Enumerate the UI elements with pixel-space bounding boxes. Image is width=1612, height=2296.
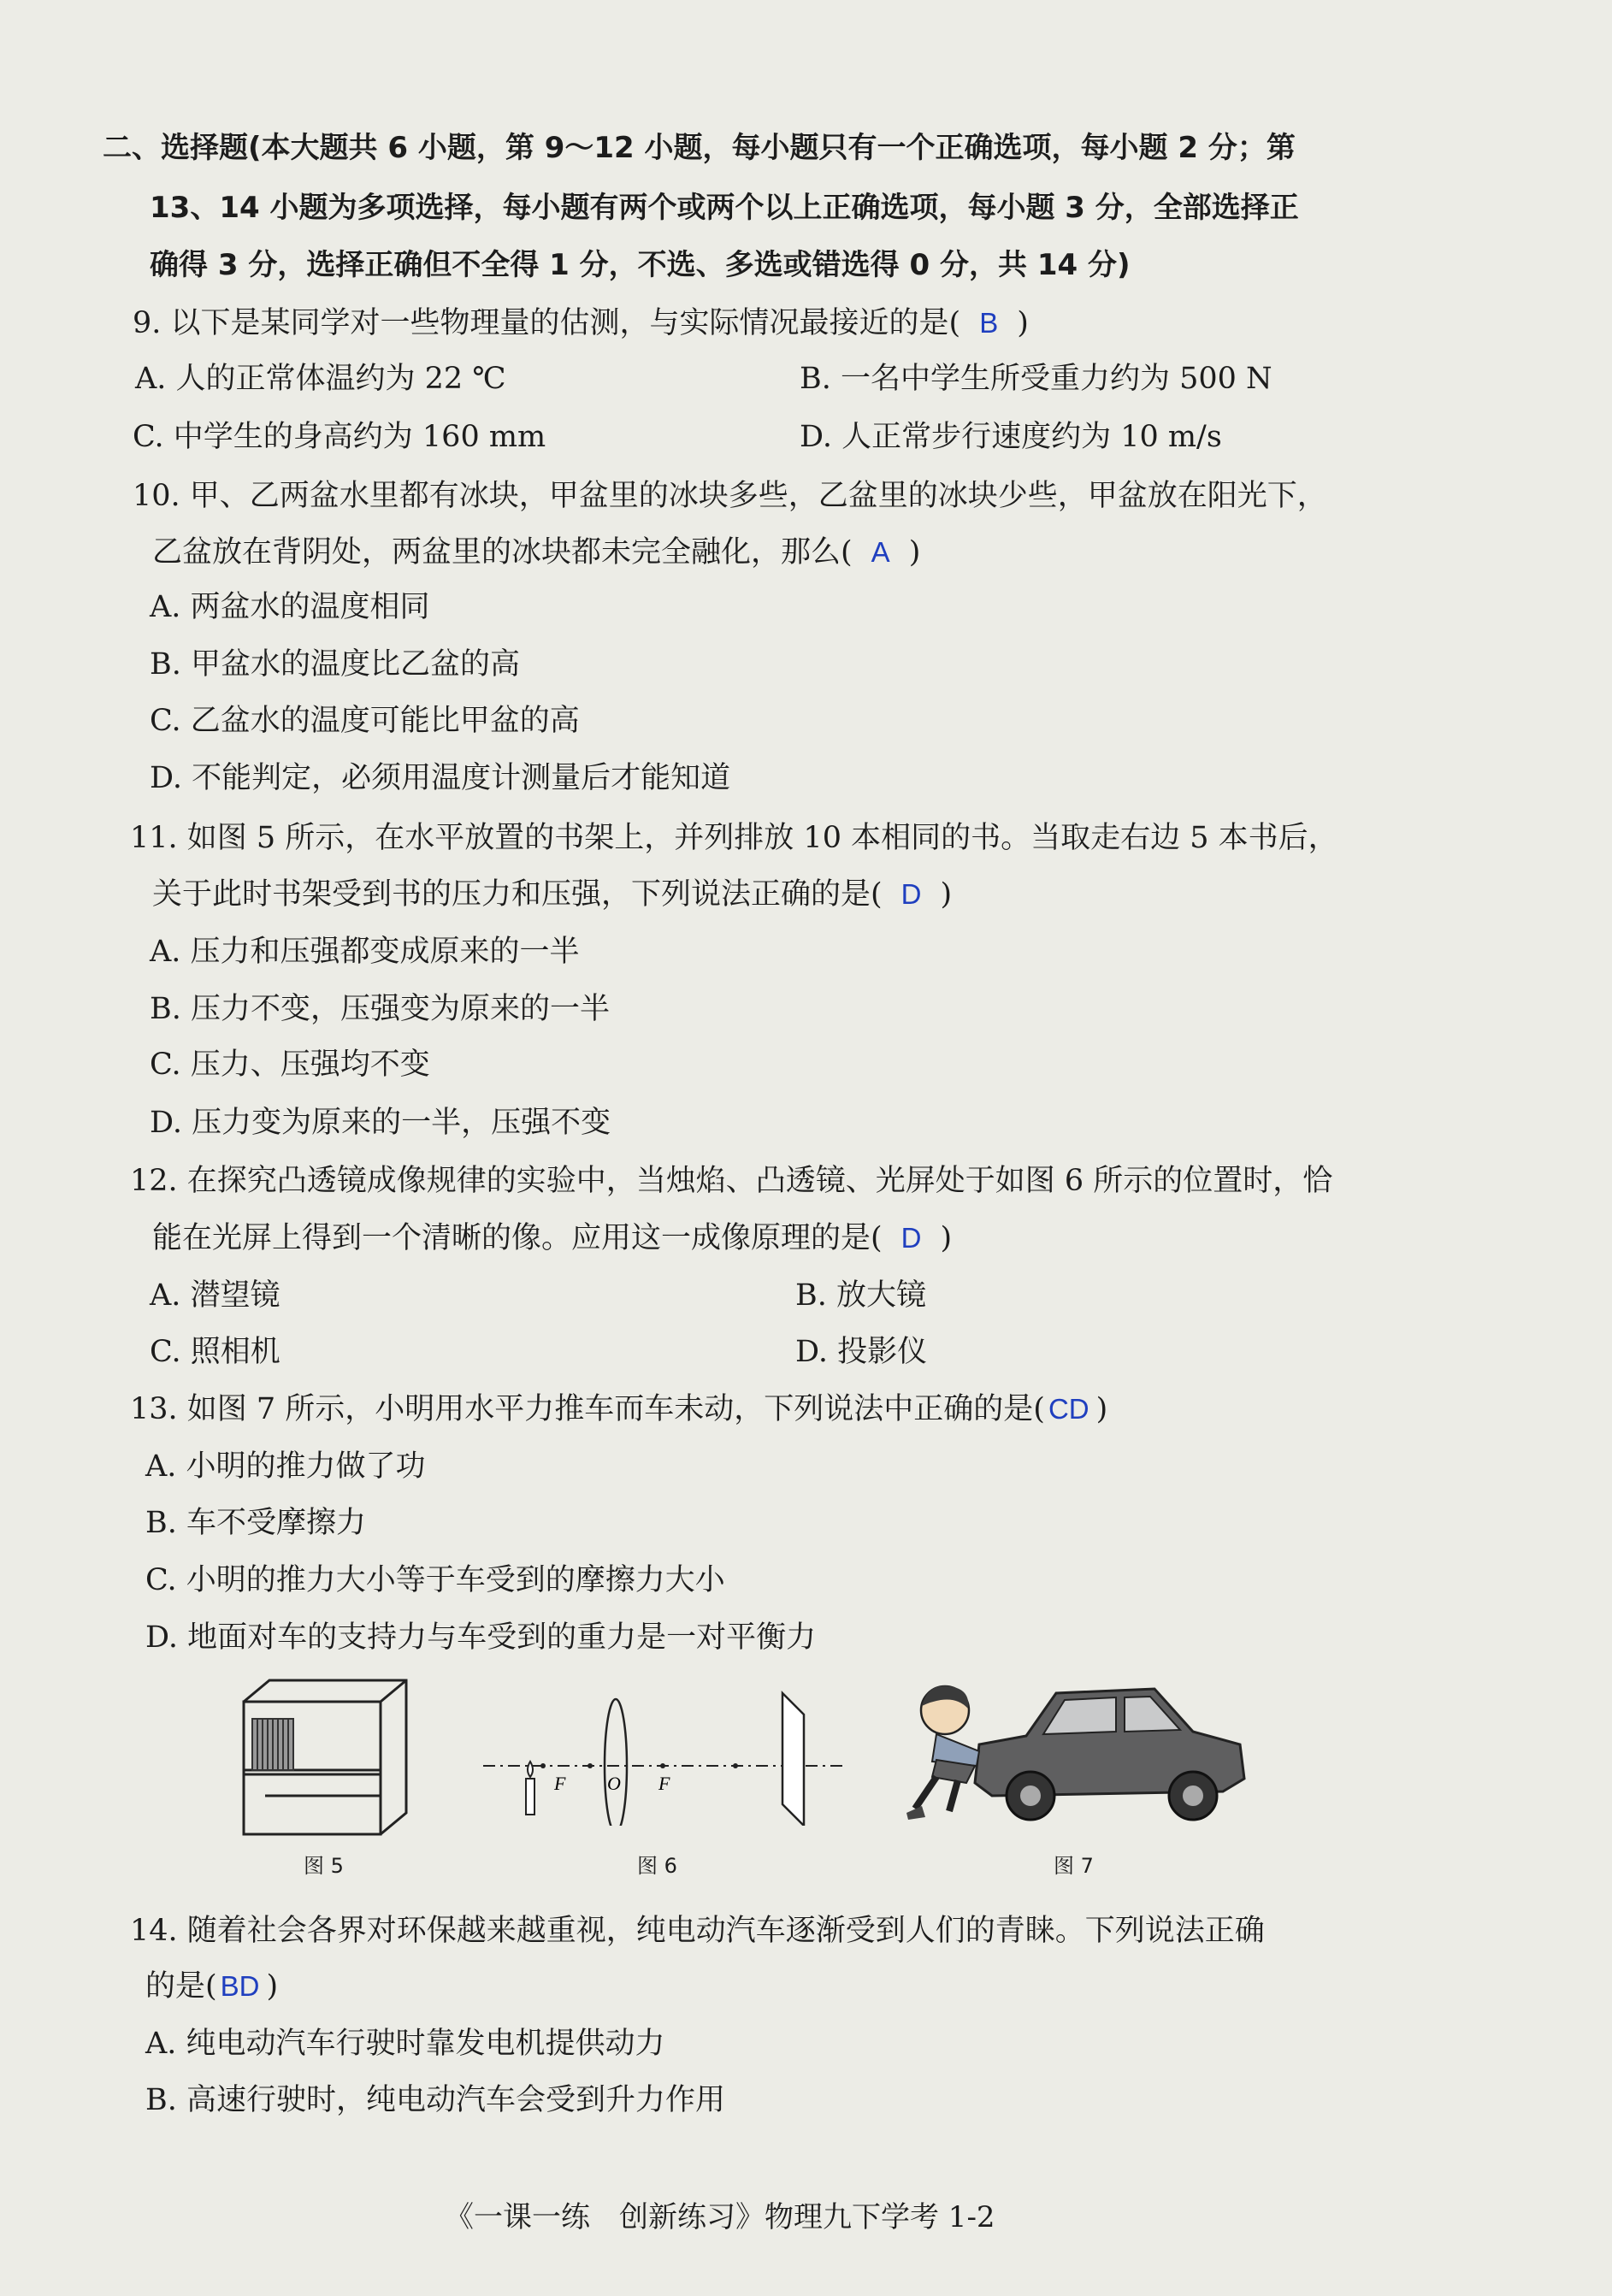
q11-option-d: D. 压力变为原来的一半，压强不变	[150, 1106, 611, 1140]
section-heading-line-3: 确得 3 分，选择正确但不全得 1 分，不选、多选或错选得 0 分，共 14 分)	[150, 248, 1131, 282]
q10-option-a: A. 两盆水的温度相同	[150, 590, 430, 624]
q11-stem-line-1: 11. 如图 5 所示，在水平放置的书架上，并列排放 10 本相同的书。当取走右边 5 本书后，	[130, 821, 1338, 855]
convex-lens	[605, 1699, 627, 1826]
optical-center-label: O	[607, 1773, 621, 1794]
q13-stem: 13. 如图 7 所示，小明用水平力推车而车未动，下列说法中正确的是( CD )	[130, 1392, 1108, 1426]
q12-option-b: B. 放大镜	[795, 1278, 926, 1313]
q10-option-b: B. 甲盆水的温度比乙盆的高	[150, 647, 520, 682]
q12-answer: D	[900, 1222, 922, 1254]
focal-point-label-right: F	[658, 1773, 670, 1794]
q14-stem-line-2: 的是( BD )	[145, 1969, 279, 2004]
q12-stem-line-2: 能在光屏上得到一个清晰的像。应用这一成像原理的是( D )	[152, 1221, 953, 1255]
q12-option-c: C. 照相机	[150, 1335, 280, 1369]
q13-option-b: B. 车不受摩擦力	[145, 1506, 366, 1540]
q10-stem-line-1: 10. 甲、乙两盆水里都有冰块，甲盆里的冰块多些，乙盆里的冰块少些，甲盆放在阳光下，	[133, 479, 1327, 513]
figure-6-caption: 图 6	[637, 1854, 677, 1878]
boy-pushing-car-figure	[898, 1676, 1257, 1834]
q9-answer: B	[979, 307, 999, 339]
q10-answer: A	[871, 536, 890, 568]
q12-option-a: A. 潜望镜	[150, 1278, 280, 1313]
car-icon	[975, 1689, 1244, 1820]
q12-stem-line-1: 12. 在探究凸透镜成像规律的实验中，当烛焰、凸透镜、光屏处于如图 6 所示的位置时，恰	[130, 1164, 1333, 1198]
q14-answer: BD	[220, 1970, 260, 2002]
section-heading-line-1: 二、选择题(本大题共 6 小题，第 9～12 小题，每小题只有一个正确选项，每小题 2 分；第	[103, 131, 1296, 165]
q14-option-b: B. 高速行驶时，纯电动汽车会受到升力作用	[145, 2083, 725, 2117]
q10-option-d: D. 不能判定，必须用温度计测量后才能知道	[150, 761, 731, 795]
section-heading-line-2: 13、14 小题为多项选择，每小题有两个或两个以上正确选项，每小题 3 分，全部选择正	[150, 191, 1299, 225]
figure-7-caption: 图 7	[1054, 1854, 1094, 1878]
q9-stem: 9. 以下是某同学对一些物理量的估测，与实际情况最接近的是( B )	[133, 306, 1029, 340]
bookshelf-figure	[239, 1676, 410, 1839]
q11-stem-line-2: 关于此时书架受到书的压力和压强，下列说法正确的是( D )	[152, 877, 953, 912]
q13-answer: CD	[1048, 1393, 1089, 1425]
q9-option-d: D. 人正常步行速度约为 10 m/s	[800, 420, 1222, 454]
q14-stem-line-1: 14. 随着社会各界对环保越来越重视，纯电动汽车逐渐受到人们的青睐。下列说法正确	[130, 1914, 1265, 1948]
light-screen	[782, 1693, 804, 1826]
focal-point-label-left: F	[554, 1773, 566, 1794]
q11-option-c: C. 压力、压强均不变	[150, 1048, 430, 1082]
q11-option-a: A. 压力和压强都变成原来的一半	[150, 935, 580, 969]
q13-option-c: C. 小明的推力大小等于车受到的摩擦力大小	[145, 1563, 725, 1597]
q11-option-b: B. 压力不变，压强变为原来的一半	[150, 992, 610, 1026]
q9-option-a: A. 人的正常体温约为 22 ℃	[135, 362, 506, 396]
q10-option-c: C. 乙盆水的温度可能比甲盆的高	[150, 704, 580, 738]
boy-icon	[906, 1685, 979, 1820]
q9-option-b: B. 一名中学生所受重力约为 500 N	[800, 362, 1272, 396]
page-footer: 《一课一练 创新练习》物理九下学考 1-2	[445, 2200, 995, 2234]
q13-option-a: A. 小明的推力做了功	[145, 1449, 426, 1484]
q9-option-c: C. 中学生的身高约为 160 mm	[133, 420, 546, 454]
q11-answer: D	[900, 878, 922, 910]
lens-setup-figure	[479, 1689, 847, 1826]
figure-5-caption: 图 5	[304, 1854, 344, 1878]
q10-stem-line-2: 乙盆放在背阴处，两盆里的冰块都未完全融化，那么( A )	[152, 535, 921, 570]
q14-option-a: A. 纯电动汽车行驶时靠发电机提供动力	[145, 2027, 665, 2061]
q13-option-d: D. 地面对车的支持力与车受到的重力是一对平衡力	[145, 1620, 817, 1655]
q12-option-d: D. 投影仪	[795, 1335, 928, 1369]
candle-icon	[526, 1762, 534, 1815]
